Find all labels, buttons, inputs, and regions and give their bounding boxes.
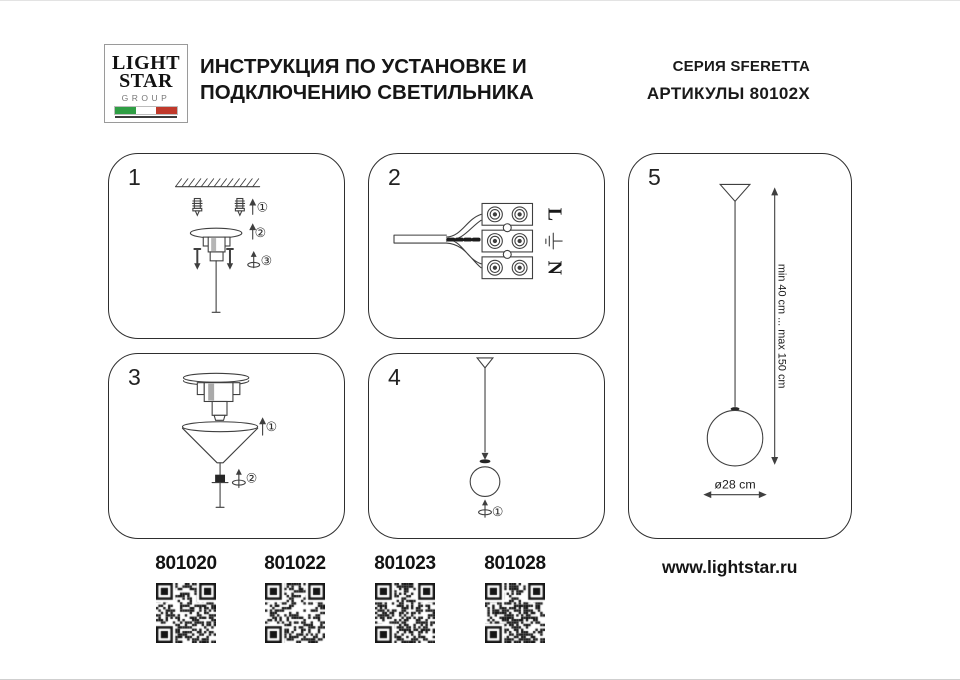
step-number: 4 [388, 364, 401, 390]
ground-symbol [546, 233, 562, 249]
panel-step-1 [108, 153, 345, 339]
logo-line-star: STAR [119, 70, 173, 92]
qr-code [265, 583, 325, 643]
article-number: 801020 [155, 553, 217, 574]
step-1-badge: ① [491, 505, 504, 521]
panel-dimensions [628, 153, 852, 539]
rotate-icon [232, 469, 245, 488]
lightstar-logo [104, 44, 188, 123]
article-number: 801022 [264, 553, 326, 574]
italian-flag-icon [115, 107, 177, 114]
cone-canopy [720, 184, 750, 201]
step3-drawing-canopy [109, 354, 344, 538]
terminal-block [482, 203, 532, 278]
locking-nut [215, 475, 225, 483]
supply-cable [394, 235, 446, 243]
logo-line-light: LIGHT [111, 52, 181, 74]
step-1-badge: ① [256, 200, 269, 216]
glass-globe [707, 410, 763, 466]
qr-code [375, 583, 435, 643]
step-number: 1 [128, 164, 141, 190]
article-801023 [345, 553, 465, 643]
height-range-label: min 40 cm ... max 150 cm [775, 263, 788, 389]
step-3-badge: ③ [260, 253, 273, 269]
article-number: 801023 [374, 553, 436, 574]
articles-code: АРТИКУЛЫ 80102X [646, 84, 810, 103]
cone-canopy [182, 422, 257, 463]
step-2-badge: ② [245, 471, 258, 487]
terminal-label-live: L [543, 207, 566, 221]
panel-step-3 [108, 353, 345, 539]
ceiling-plate [183, 373, 248, 382]
step-number: 2 [388, 164, 401, 190]
series-header [560, 58, 810, 104]
terminal-label-neutral: N [543, 260, 566, 275]
wall-anchor-icon [193, 199, 202, 216]
flag-green [115, 107, 136, 114]
step4-drawing-globe [369, 354, 604, 538]
diameter-label: ø28 cm [714, 477, 756, 492]
qr-code [156, 583, 216, 643]
article-801022 [235, 553, 355, 643]
suspension-rod [212, 261, 220, 312]
step-2-badge: ② [254, 226, 267, 242]
cone-canopy [477, 358, 493, 368]
step-number: 5 [648, 164, 661, 190]
flag-red [156, 107, 177, 114]
step-1-badge: ① [265, 420, 278, 436]
step-number: 3 [128, 364, 141, 390]
step2-drawing-wiring [369, 154, 604, 338]
rotate-icon [479, 499, 492, 517]
diameter-dimension [703, 491, 766, 498]
page-title [200, 54, 560, 106]
title-line-2: ПОДКЛЮЧЕНИЮ СВЕТИЛЬНИКА [200, 81, 534, 104]
glass-globe [470, 467, 500, 497]
series-name: СЕРИЯ SFERETTA [672, 58, 810, 75]
step1-drawing-ceiling-anchors [109, 154, 344, 338]
panel-step-4 [368, 353, 605, 539]
article-801028 [455, 553, 575, 643]
article-801020 [126, 553, 246, 643]
article-number: 801028 [484, 553, 546, 574]
logo-underline [115, 116, 177, 118]
website-url: www.lightstar.ru [662, 557, 798, 577]
dimensions-drawing [629, 154, 851, 538]
logo-line-group: GROUP [121, 93, 171, 103]
flag-white [136, 107, 157, 114]
qr-code [485, 583, 545, 643]
panel-step-2 [368, 153, 605, 339]
wall-anchor-icon [235, 199, 244, 216]
title-line-1: ИНСТРУКЦИЯ ПО УСТАНОВКЕ И [200, 55, 527, 78]
rotate-icon [248, 251, 260, 268]
lamp-socket [480, 459, 491, 463]
